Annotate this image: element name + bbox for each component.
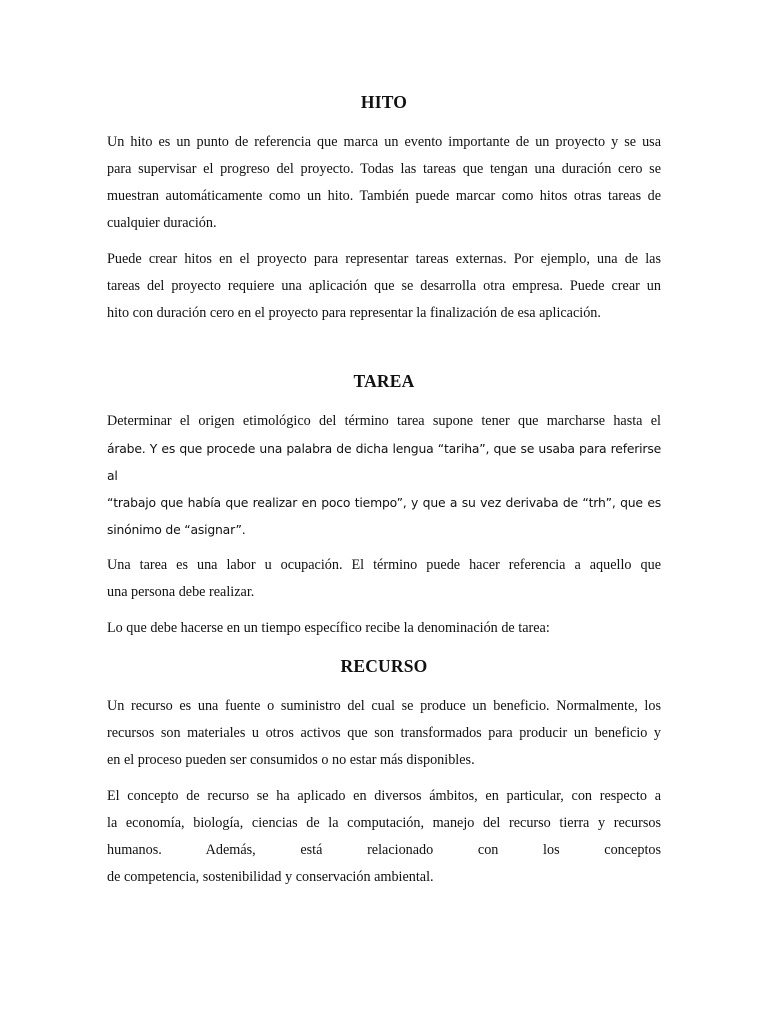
- text-line: El concepto de recurso se ha aplicado en diversos ámbitos, en particular, con respecto a: [107, 788, 661, 804]
- text-line: Un recurso es una fuente o suministro del cual se produce un beneficio. Normalmente, los: [107, 698, 661, 714]
- recurso-paragraph-2: [107, 783, 661, 891]
- text-line: tareas del proyecto requiere una aplicación que se desarrolla otra empresa. Puede crear un: [107, 278, 661, 294]
- section-title-hito: HITO: [360, 92, 408, 112]
- text-line: cualquier duración.: [107, 215, 217, 231]
- tarea-paragraph-1: [107, 408, 661, 543]
- text-line: de competencia, sostenibilidad y conservación ambiental.: [107, 869, 434, 885]
- tarea-paragraph-3: [107, 615, 661, 642]
- document-body: [107, 87, 661, 891]
- text-line: en el proceso pueden ser consumidos o no estar más disponibles.: [107, 752, 475, 768]
- section-title-recurso: RECURSO: [340, 656, 428, 676]
- text-line: árabe. Y es que procede una palabra de dicha lengua “tariha”, que se usaba para referirse al: [107, 441, 661, 483]
- hito-paragraph-1: [107, 129, 661, 237]
- text-line: Determinar el origen etimológico del término tarea supone tener que marcharse hasta el: [107, 413, 661, 429]
- text-line: “trabajo que había que realizar en poco tiempo”, y que a su vez derivaba de “trh”, que es: [107, 495, 661, 510]
- text-line: para supervisar el progreso del proyecto. Todas las tareas que tengan una duración cero se: [107, 161, 661, 177]
- text-line: hito con duración cero en el proyecto para representar la finalización de esa aplicación.: [107, 305, 601, 321]
- text-line: Un hito es un punto de referencia que marca un evento importante de un proyecto y se usa: [107, 134, 661, 150]
- text-line: humanos. Además, está relacionado con los conceptos: [107, 842, 661, 858]
- text-line: muestran automáticamente como un hito. También puede marcar como hitos otras tareas de: [107, 188, 661, 204]
- text-line: Lo que debe hacerse en un tiempo específico recibe la denominación de tarea:: [107, 620, 550, 636]
- text-line: sinónimo de “asignar”.: [107, 522, 246, 537]
- text-line: Una tarea es una labor u ocupación. El término puede hacer referencia a aquello que: [107, 557, 661, 573]
- text-line: Puede crear hitos en el proyecto para representar tareas externas. Por ejemplo, una de las: [107, 251, 661, 267]
- text-line: una persona debe realizar.: [107, 584, 255, 600]
- tarea-paragraph-2: [107, 552, 661, 606]
- hito-paragraph-2: [107, 246, 661, 327]
- section-title-tarea: TAREA: [353, 371, 415, 391]
- text-line: la economía, biología, ciencias de la computación, manejo del recurso tierra y recursos: [107, 815, 661, 831]
- text-line: recursos son materiales u otros activos que son transformados para producir un beneficio y: [107, 725, 661, 741]
- recurso-paragraph-1: [107, 693, 661, 774]
